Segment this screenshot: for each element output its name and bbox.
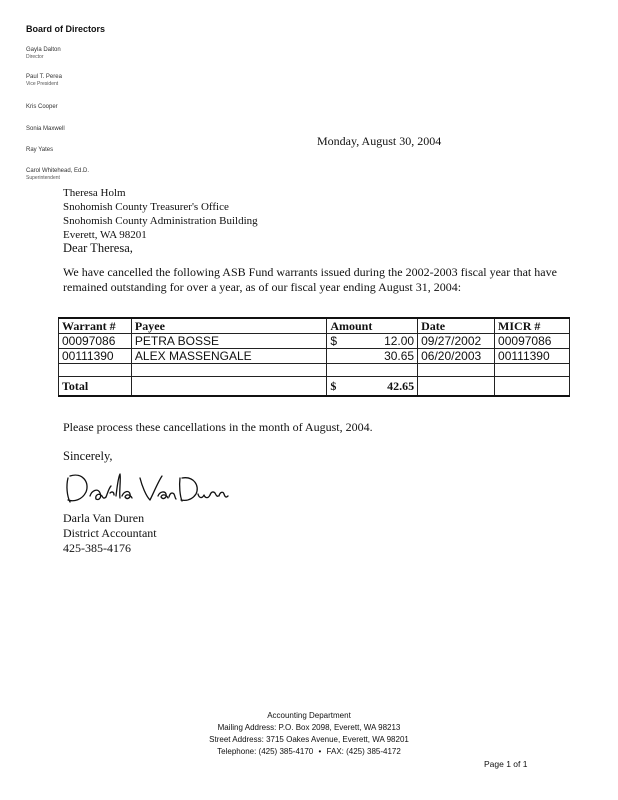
recipient-line: Theresa Holm [63,187,126,199]
member-role: Superintendent [26,175,60,181]
header-payee: Payee [131,318,326,334]
signer-phone: 425-385-4176 [63,541,131,555]
table-total-row [59,377,570,397]
process-note: Please process these cancellations in the month of August, 2004. [63,420,373,434]
cell-date: 06/20/2003 [418,349,495,364]
table-blank-row [59,364,570,377]
bullet-separator: • [318,747,322,756]
member-role: Director [26,54,44,60]
body-paragraph: We have cancelled the following ASB Fund warrants issued during the 2002-2003 fiscal year that have remained outstanding for over a year, as of our fiscal year ending August 31, 2004: [63,265,557,294]
footer [0,710,618,758]
blank-cell [59,364,132,377]
warrants-table [58,317,570,397]
cell-micr: 00111390 [495,349,570,364]
header-micr: MICR # [495,318,570,334]
member-name: Gayla Dalton [26,47,61,53]
member-name: Ray Yates [26,147,54,153]
board-title: Board of Directors [26,24,106,34]
recipient-line: Snohomish County Administration Building [63,215,258,227]
salutation: Dear Theresa, [63,241,133,255]
table-header-row [59,318,570,334]
cell-warrant: 00097086 [59,334,132,349]
footer-contact [0,746,618,758]
blank-cell [418,364,495,377]
signer-name: Darla Van Duren [63,511,145,525]
cell-micr: 00097086 [495,334,570,349]
board-member [26,147,53,154]
blank-cell [495,377,570,397]
total-amount-cell [327,377,418,397]
page-number: Page 1 of 1 [484,759,528,769]
footer-mailing: Mailing Address: P.O. Box 2098, Everett, WA 98213 [217,723,401,732]
cell-payee: ALEX MASSENGALE [131,349,326,364]
closing: Sincerely, [63,449,113,463]
cell-payee: PETRA BOSSE [131,334,326,349]
cell-amount [327,334,418,349]
letter-date: Monday, August 30, 2004 [317,134,442,148]
total-amount: 42.65 [387,379,415,393]
member-name: Sonia Maxwell [26,126,65,132]
table-row [59,349,570,364]
currency-symbol: $ [330,379,337,393]
signer-title: District Accountant [63,526,157,540]
footer-department: Accounting Department [267,711,351,720]
blank-cell [327,364,418,377]
cell-warrant: 00111390 [59,349,132,364]
blank-cell [418,377,495,397]
amount-value: 30.65 [384,349,415,363]
board-member [26,104,58,111]
footer-street: Street Address: 3715 Oakes Avenue, Everett, WA 98201 [209,735,409,744]
header-amount: Amount [327,318,418,334]
footer-fax: FAX: (425) 385-4172 [326,747,401,756]
cell-date: 09/27/2002 [418,334,495,349]
cell-amount [327,349,418,364]
blank-cell [495,364,570,377]
header-warrant: Warrant # [59,318,132,334]
board-member [26,74,62,88]
recipient-line: Everett, WA 98201 [63,229,147,241]
board-member [26,47,61,61]
recipient-address [63,186,258,242]
member-name: Kris Cooper [26,104,58,110]
table-row [59,334,570,349]
member-name: Carol Whitehead, Ed.D. [26,168,90,174]
signature-block [63,511,157,556]
header-date: Date [418,318,495,334]
recipient-line: Snohomish County Treasurer's Office [63,201,229,213]
board-member [26,126,65,133]
member-role: Vice President [26,81,59,87]
total-label: Total [59,377,132,397]
board-member [26,168,89,182]
footer-telephone: Telephone: (425) 385-4170 [217,747,314,756]
currency-symbol: $ [330,334,338,348]
amount-value: 12.00 [384,334,415,348]
member-name: Paul T. Perea [26,74,62,80]
blank-cell [131,364,326,377]
handwritten-signature [62,466,232,508]
blank-cell [131,377,326,397]
